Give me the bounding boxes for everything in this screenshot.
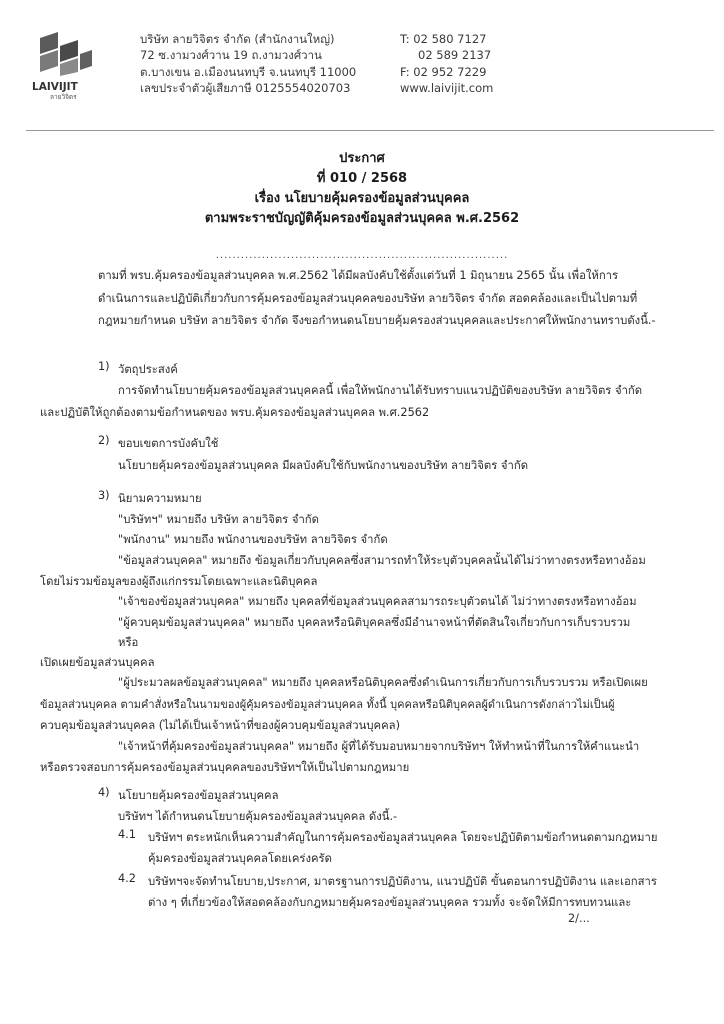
announcement-title-block xyxy=(0,149,724,229)
intro-line-2: ดำเนินการและปฏิบัติเกี่ยวกับการคุ้มครองข้อมูลส่วนบุคคลของบริษัท ลายวิจิตร จำกัด สอดคล้องและเป็นไปตามที่ xyxy=(98,292,638,305)
website: www.laivijit.com xyxy=(400,80,494,95)
section-4-1-number: 4.1 xyxy=(118,828,136,841)
intro-line-3: กฎหมายกำหนด บริษัท ลายวิจิตร จำกัด จึงขอกำหนดนโยบายคุ้มครองส่วนบุคคลและประกาศให้พนักงานทราบดังนี้.- xyxy=(98,314,656,327)
logo-mark-icon xyxy=(30,28,100,100)
definition-data-controller-or: หรือ xyxy=(118,636,139,649)
contact-block xyxy=(400,31,493,96)
definition-data-processor-cont-2: ควบคุมข้อมูลส่วนบุคคล (ไม่ได้เป็นเจ้าหน้าที่ของผู้ควบคุมข้อมูลส่วนบุคคล) xyxy=(40,719,400,732)
definition-employee: "พนักงาน" หมายถึง พนักงานของบริษัท ลายวิจิตร จำกัด xyxy=(118,533,388,546)
definition-company: "บริษัทฯ" หมายถึง บริษัท ลายวิจิตร จำกัด xyxy=(118,513,319,526)
tax-id: เลขประจำตัวผู้เสียภาษี 0125554020703 xyxy=(140,80,351,95)
definition-personal-data-cont: โดยไม่รวมข้อมูลของผู้ถึงแก่กรรมโดยเฉพาะและนิติบุคคล xyxy=(40,575,318,588)
section-1-line-1: การจัดทำนโยบายคุ้มครองข้อมูลส่วนบุคคลนี้ เพื่อให้พนักงานได้รับทราบแนวปฏิบัติของบริษัท ลายวิจิตร จำกัด xyxy=(118,384,643,397)
section-2-line-1: นโยบายคุ้มครองข้อมูลส่วนบุคคล มีผลบังคับใช้กับพนักงานของบริษัท ลายวิจิตร จำกัด xyxy=(118,459,529,472)
section-4-1-line-2: คุ้มครองข้อมูลส่วนบุคคลโดยเคร่งครัด xyxy=(148,852,332,865)
title-subject: เรื่อง นโยบายคุ้มครองข้อมูลส่วนบุคคล xyxy=(254,191,470,206)
fax: F: 02 952 7229 xyxy=(400,64,487,79)
section-1-heading: วัตถุประสงค์ xyxy=(118,363,178,376)
definition-data-controller: "ผู้ควบคุมข้อมูลส่วนบุคคล" หมายถึง บุคคลหรือนิติบุคคลซึ่งมีอำนาจหน้าที่ตัดสินใจเกี่ยวกับการเก็บรวบรวม xyxy=(118,616,631,629)
phone-1: T: 02 580 7127 xyxy=(400,32,487,46)
section-4-number: 4) xyxy=(98,786,110,799)
logo-wordmark: LAIVIJIT xyxy=(32,81,78,93)
section-4-2-line-2: ต่าง ๆ ที่เกี่ยวข้องให้สอดคล้องกับกฎหมายคุ้มครองข้อมูลส่วนบุคคล รวมทั้ง จะจัดให้มีการทบทวนและ xyxy=(148,896,632,909)
section-4-heading: นโยบายคุ้มครองข้อมูลส่วนบุคคล xyxy=(118,789,279,802)
title-dotted-separator: ...................................................................... xyxy=(215,250,509,261)
section-2-heading: ขอบเขตการบังคับใช้ xyxy=(118,437,219,450)
header-divider xyxy=(26,130,714,131)
title-act: ตามพระราชบัญญัติคุ้มครองข้อมูลส่วนบุคคล พ.ศ.2562 xyxy=(204,211,520,226)
intro-line-1: ตามที่ พรบ.คุ้มครองข้อมูลส่วนบุคคล พ.ศ.2562 ได้มีผลบังคับใช้ตั้งแต่วันที่ 1 มิถุนายน 2565 นั้น เพื่อให้การ xyxy=(98,269,619,282)
company-logo xyxy=(30,28,100,100)
section-3-heading: นิยามความหมาย xyxy=(118,492,202,505)
definition-data-subject: "เจ้าของข้อมูลส่วนบุคคล" หมายถึง บุคคลที่ข้อมูลส่วนบุคคลสามารถระบุตัวตนได้ ไม่ว่าทางตรงหรือทางอ้อม xyxy=(118,595,637,608)
definition-dpo: "เจ้าหน้าที่คุ้มครองข้อมูลส่วนบุคคล" หมายถึง ผู้ที่ได้รับมอบหมายจากบริษัทฯ ให้ทำหน้าที่ในการให้คำแนะนำ xyxy=(118,740,640,753)
section-4-lead: บริษัทฯ ได้กำหนดนโยบายคุ้มครองข้อมูลส่วนบุคคล ดังนี้.- xyxy=(118,810,398,823)
section-4-1-line-1: บริษัทฯ ตระหนักเห็นความสำคัญในการคุ้มครองข้อมูลส่วนบุคคล โดยจะปฏิบัติตามข้อกำหนดตามกฎหมาย xyxy=(148,831,658,844)
definition-personal-data: "ข้อมูลส่วนบุคคล" หมายถึง ข้อมูลเกี่ยวกับบุคคลซึ่งสามารถทำให้ระบุตัวบุคคลนั้นได้ไม่ว่าทางตรงหรือทางอ้อม xyxy=(118,554,646,567)
definition-data-processor-cont-1: ข้อมูลส่วนบุคคล ตามคำสั่งหรือในนามของผู้คุ้มครองข้อมูลส่วนบุคคล ทั้งนี้ บุคคลหรือนิติบุคคลผู้ดำเนินการดังกล่าวไม่เป็นผู้ xyxy=(40,698,615,711)
logo-subtext: ลายวิจิตร xyxy=(50,93,77,100)
address-line-2: ต.บางเขน อ.เมืองนนทบุรี จ.นนทบุรี 11000 xyxy=(140,64,357,79)
phone-2: 02 589 2137 xyxy=(418,48,492,63)
section-2-number: 2) xyxy=(98,434,110,447)
title-announcement: ประกาศ xyxy=(339,151,385,166)
section-4-2-number: 4.2 xyxy=(118,872,136,885)
company-address-block xyxy=(140,31,356,96)
company-name: บริษัท ลายวิจิตร จำกัด (สำนักงานใหญ่) xyxy=(140,32,335,46)
definition-data-controller-cont: เปิดเผยข้อมูลส่วนบุคคล xyxy=(40,656,155,669)
section-1-number: 1) xyxy=(98,360,110,373)
address-line-1: 72 ซ.งามวงศ์วาน 19 ถ.งามวงศ์วาน xyxy=(140,48,322,63)
section-3-number: 3) xyxy=(98,489,110,502)
page-continuation-marker: 2/... xyxy=(568,912,590,925)
definition-data-processor: "ผู้ประมวลผลข้อมูลส่วนบุคคล" หมายถึง บุคคลหรือนิติบุคคลซึ่งดำเนินการเกี่ยวกับการเก็บรวบรวม หรือเปิดเผย xyxy=(118,676,648,689)
definition-dpo-cont: หรือตรวจสอบการคุ้มครองข้อมูลส่วนบุคคลของบริษัทฯให้เป็นไปตามกฎหมาย xyxy=(40,761,410,774)
title-number: ที่ 010 / 2568 xyxy=(316,171,408,186)
section-4-2-line-1: บริษัทฯจะจัดทำนโยบาย,ประกาศ, มาตรฐานการปฏิบัติงาน, แนวปฏิบัติ ขั้นตอนการปฏิบัติงาน และเอกสาร xyxy=(148,875,657,888)
section-1-line-2: และปฏิบัติให้ถูกต้องตามข้อกำหนดของ พรบ.คุ้มครองข้อมูลส่วนบุคคล พ.ศ.2562 xyxy=(40,406,430,419)
